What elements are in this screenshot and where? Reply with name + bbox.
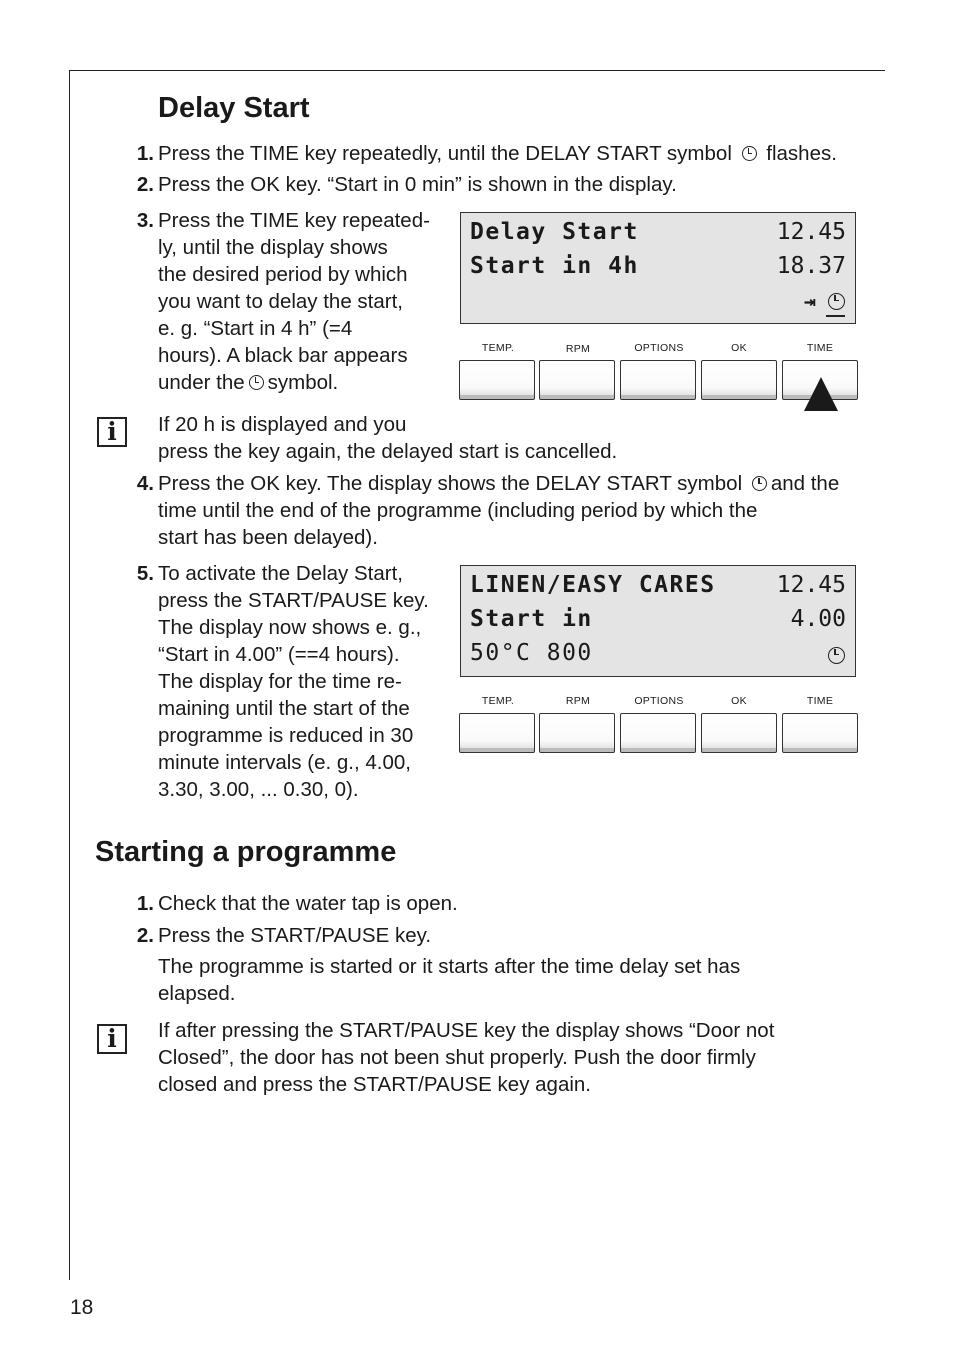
note-text: If after pressing the START/PAUSE key the display shows “Door not Closed”, the door has not been shut properly. Push the door firmly closed and press the START/PAUSE key again. [158,1019,775,1096]
key-label-time: TIME [806,695,834,707]
press-arrow-icon [804,377,838,411]
key-label-rpm: RPM [565,343,591,355]
ok-button[interactable] [701,360,777,400]
clock-icon [249,375,264,390]
clock-icon [828,647,845,664]
temp-button[interactable] [459,713,535,753]
page-number: 18 [70,1296,94,1319]
start-step-1-text: Check that the water tap is open. [158,892,458,915]
top-rule [69,70,885,71]
options-button[interactable] [620,713,696,753]
info-icon: i [97,1024,127,1054]
key-label-time: TIME [806,342,834,354]
step-number: 5. [136,562,154,585]
step-number: 1. [136,892,154,915]
start-step-2-text: Press the START/PAUSE key. [158,924,432,947]
lcd-display-delay-start [460,212,856,324]
display-line-2: Start in 4h [470,253,639,279]
arrow-to-bar-icon: ⇥ [803,289,816,313]
rpm-button[interactable] [539,713,615,753]
step-3-text: Press the TIME key repeated- ly, until the display shows the desired period by which you want to delay the start, e. g. “Start in 4 h” (=4 hours). A black bar appears under the symbol. [158,209,430,394]
step-number: 2. [136,173,154,196]
time-button[interactable] [782,713,858,753]
step-4-text: Press the OK key. The display shows the DELAY START symbol and the time until the end of the programme (including period by which the start has been delayed). [158,472,840,549]
info-icon: i [97,417,127,447]
display-line-1: Delay Start [470,219,639,245]
black-bar-indicator [826,315,845,317]
display-end-time: 18.37 [776,253,846,279]
step-5-text: To activate the Delay Start, press the START/PAUSE key. The display now shows e. g., “Start in 4.00” (==4 hours). The display for the time re- maining until the start of the programme is reduced in 30 minute intervals (e. g., 4.00, 3.30, 3.00, ... 0.30, 0). [158,562,429,801]
delay-icons [804,289,845,313]
display-line-2: Start in [470,606,593,632]
section-title-starting: Starting a programme [95,836,397,868]
key-label-options: OPTIONS [634,695,684,707]
options-button[interactable] [620,360,696,400]
ok-button[interactable] [701,713,777,753]
step-number: 3. [136,209,154,232]
step-number: 2. [136,924,154,947]
section-title-delay-start: Delay Start [158,92,310,124]
key-label-ok: OK [731,342,747,354]
left-rule [69,70,70,1280]
lcd-display-programme [460,565,856,677]
step-number: 4. [136,472,154,495]
rpm-button[interactable] [539,360,615,400]
delay-icons [828,643,845,667]
key-label-temp: TEMP. [481,695,515,707]
display-clock-time: 12.45 [776,572,846,598]
display-line-3: 50°C 800 [470,640,593,666]
key-label-options: OPTIONS [634,342,684,354]
step-1-text: Press the TIME key repeatedly, until the DELAY START symbol flashes. [158,142,837,165]
clock-icon [752,476,767,491]
key-label-rpm: RPM [565,695,591,707]
key-label-temp: TEMP. [481,342,515,354]
step-2-text: Press the OK key. “Start in 0 min” is shown in the display. [158,173,677,196]
note-text: If 20 h is displayed and you press the key again, the delayed start is cancelled. [158,413,618,463]
display-line-1: LINEN/EASY CARES [470,572,716,598]
display-remaining-time: 4.00 [790,606,846,632]
clock-icon [742,146,757,161]
start-paragraph: The programme is started or it starts after the time delay set has elapsed. [158,955,741,1005]
clock-icon [828,293,845,310]
step-number: 1. [136,142,154,165]
temp-button[interactable] [459,360,535,400]
key-label-ok: OK [731,695,747,707]
display-clock-time: 12.45 [776,219,846,245]
